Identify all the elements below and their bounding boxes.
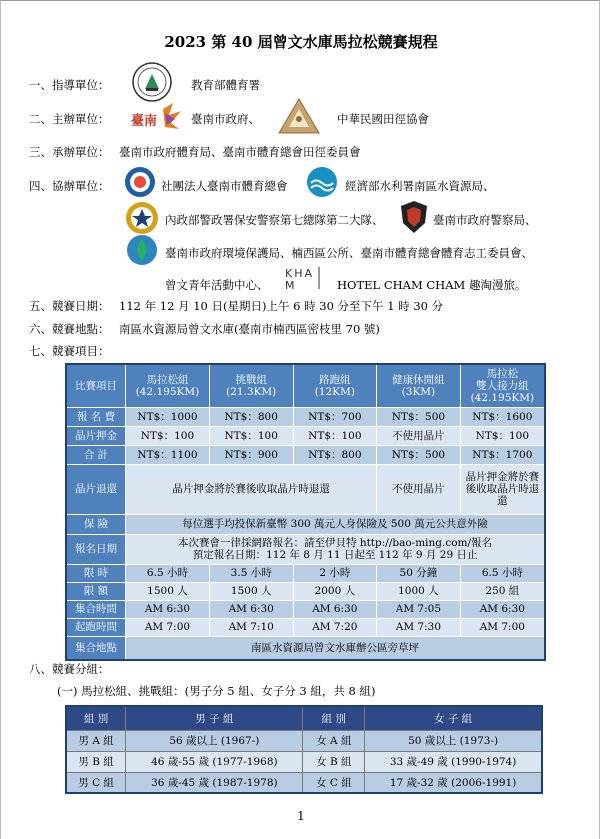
page-title: 2023 第 40 屆曾文水庫馬拉松競賽規程 bbox=[164, 33, 438, 51]
coorg-line4a: 曾文青年活動中心、 bbox=[165, 278, 269, 292]
table-cell: NT$：1600 bbox=[460, 407, 545, 426]
hotel-cham-cham-logo bbox=[283, 265, 331, 291]
table-cell: 1500 人 bbox=[126, 582, 210, 600]
coorg-label: 四、協辦單位： bbox=[29, 179, 110, 193]
sports-federation-logo bbox=[123, 165, 157, 199]
table-cell: NT$：1000 bbox=[126, 407, 210, 426]
table-cell: NT$：1700 bbox=[460, 445, 545, 464]
svg-text:M: M bbox=[285, 279, 297, 291]
header-road: 路跑組 bbox=[319, 373, 351, 386]
athletics-association-logo bbox=[277, 97, 321, 135]
table-cell: 男 A 組 bbox=[66, 730, 126, 751]
table-cell: 女 C 組 bbox=[303, 772, 365, 793]
table-cell: NT$：100 bbox=[209, 426, 293, 445]
table-cell: AM 7:05 bbox=[377, 600, 461, 618]
table-cell: 1500 人 bbox=[209, 582, 293, 600]
header-relay: 馬拉松 bbox=[486, 367, 519, 380]
organizer-text: 臺南市政府體育局、臺南市體育總會田徑委員會 bbox=[119, 145, 361, 159]
police-guard-logo bbox=[123, 199, 161, 237]
table-cell: NT$：500 bbox=[377, 407, 461, 426]
guide-org: 教育部體育署 bbox=[191, 78, 260, 92]
table-cell: NT$：900 bbox=[209, 445, 293, 464]
row-label: 報名日期 bbox=[66, 534, 126, 564]
coorg-line1b: 經濟部水利署南區水資源局、 bbox=[345, 179, 495, 193]
table-cell: 男 B 組 bbox=[66, 751, 126, 772]
coorg-line1a: 社團法人臺南市體育總會 bbox=[161, 179, 288, 193]
header-relay-2: 雙人接力組 bbox=[476, 379, 529, 392]
table-cell: 3.5 小時 bbox=[209, 564, 293, 582]
row-label: 集合地點 bbox=[66, 636, 126, 660]
table-cell: NT$：100 bbox=[460, 426, 545, 445]
table-cell: 晶片押金將於賽後收取晶片時退還 bbox=[460, 464, 545, 514]
table-cell: NT$：500 bbox=[377, 445, 461, 464]
table-cell: AM 7:00 bbox=[126, 618, 210, 636]
guide-label: 一、指導單位： bbox=[29, 78, 110, 92]
row-label: 集合時間 bbox=[66, 600, 126, 618]
table-cell: AM 7:30 bbox=[377, 618, 461, 636]
row-label: 報 名 費 bbox=[66, 407, 126, 426]
row-label: 保 險 bbox=[66, 514, 126, 534]
table-row-limit-time bbox=[66, 564, 545, 582]
table-cell: 6.5 小時 bbox=[460, 564, 545, 582]
table-cell: 56 歲以上 (1967-) bbox=[126, 730, 303, 751]
table-header-cell: 組 別 bbox=[303, 706, 365, 730]
table-cell: 17 歲-32 歲 (2006-1991) bbox=[365, 772, 542, 793]
table-cell: AM 7:20 bbox=[293, 618, 377, 636]
table-cell: AM 6:30 bbox=[209, 600, 293, 618]
table-cell: 46 歲-55 歲 (1977-1968) bbox=[126, 751, 303, 772]
table-cell: 33 歲-49 歲 (1990-1974) bbox=[365, 751, 542, 772]
table-cell: 女 A 組 bbox=[303, 730, 365, 751]
table-header-row bbox=[66, 364, 545, 407]
table-cell: 男 C 組 bbox=[66, 772, 126, 793]
table-row bbox=[66, 730, 542, 751]
table-cell: 南區水資源局曾文水庫辦公區旁草坪 bbox=[126, 636, 545, 660]
header-road-dist: (12KM) bbox=[314, 385, 355, 398]
date-label: 五、競賽日期： bbox=[29, 299, 110, 313]
table-header-row bbox=[66, 706, 542, 730]
table-header-cell: 女 子 組 bbox=[365, 706, 542, 730]
table-row-insurance bbox=[66, 514, 545, 534]
table-row-refund bbox=[66, 464, 545, 514]
signup-line1: 本次賽會一律採網路報名：請至伊貝特 http://bao-ming.com/報名 bbox=[177, 537, 493, 549]
header-challenge: 挑戰組 bbox=[235, 373, 267, 386]
page-number: 1 bbox=[297, 809, 305, 823]
table-cell: NT$：700 bbox=[293, 407, 377, 426]
header-challenge-dist: (21.3KM) bbox=[226, 385, 277, 398]
table-cell: 6.5 小時 bbox=[126, 564, 210, 582]
table-row-chip bbox=[66, 426, 545, 445]
coorg-line4b: HOTEL CHAM CHAM 趣淘漫旅。 bbox=[337, 278, 527, 292]
table-header-cell bbox=[377, 364, 461, 407]
row-label: 晶片退還 bbox=[66, 464, 126, 514]
table-cell: AM 6:30 bbox=[126, 600, 210, 618]
table-cell: 不使用晶片 bbox=[377, 426, 461, 445]
header-health: 健康休閒組 bbox=[392, 373, 445, 386]
table-cell: 1000 人 bbox=[377, 582, 461, 600]
table-cell: 2 小時 bbox=[293, 564, 377, 582]
table-row-fee bbox=[66, 407, 545, 426]
table-row-signup bbox=[66, 534, 545, 564]
table-cell: AM 7:00 bbox=[460, 618, 545, 636]
table-cell: AM 6:30 bbox=[293, 600, 377, 618]
place-text: 南區水資源局曾文水庫(臺南市楠西區密枝里 70 號) bbox=[119, 322, 380, 336]
table-cell: NT$：800 bbox=[209, 407, 293, 426]
coorg-line2a: 內政部警政署保安警察第七總隊第二大隊、 bbox=[165, 213, 384, 227]
table-cell: AM 6:30 bbox=[460, 600, 545, 618]
host-org2: 中華民國田徑協會 bbox=[337, 112, 429, 126]
groups-label: 八、競賽分組： bbox=[29, 662, 110, 676]
items-label: 七、競賽項目： bbox=[29, 344, 110, 358]
table-row-venue bbox=[66, 636, 545, 660]
table-cell bbox=[126, 534, 545, 564]
table-cell: 50 歲以上 (1973-) bbox=[365, 730, 542, 751]
row-label: 起跑時間 bbox=[66, 618, 126, 636]
table-cell: NT$：800 bbox=[293, 445, 377, 464]
groups-sub: (一) 馬拉松組、挑戰組：(男子分 5 組、女子分 3 組，共 8 組) bbox=[57, 684, 376, 698]
table-header-cell: 組 別 bbox=[66, 706, 126, 730]
table-row-quota bbox=[66, 582, 545, 600]
table-cell: NT$：100 bbox=[126, 426, 210, 445]
table-cell: 36 歲-45 歲 (1987-1978) bbox=[126, 772, 303, 793]
table-header-cell bbox=[209, 364, 293, 407]
signup-line2: 預定報名日期：112 年 8 月 11 日起至 112 年 9 月 29 日止 bbox=[192, 549, 478, 561]
svg-text:KHA: KHA bbox=[285, 267, 315, 280]
row-label: 合 計 bbox=[66, 445, 126, 464]
tainan-logo bbox=[129, 101, 183, 135]
table-cell: 每位選手均投保新臺幣 300 萬元人身保險及 500 萬元公共意外險 bbox=[126, 514, 545, 534]
organizer-label: 三、承辦單位： bbox=[29, 145, 110, 159]
table-cell: 晶片押金將於賽後收取晶片時退還 bbox=[126, 464, 377, 514]
water-resources-logo bbox=[305, 165, 339, 199]
table-row-gather bbox=[66, 600, 545, 618]
host-org1: 臺南市政府、 bbox=[191, 112, 260, 126]
coorg-line3: 臺南市政府環境保護局、楠西區公所、臺南市體育總會體育志工委員會、 bbox=[165, 246, 533, 260]
events-table bbox=[65, 363, 546, 661]
age-groups-table bbox=[65, 705, 543, 794]
table-header-cell: 比賽項目 bbox=[66, 364, 126, 407]
row-label: 限 額 bbox=[66, 582, 126, 600]
svg-text:臺南: 臺南 bbox=[131, 114, 158, 129]
place-label: 六、競賽地點： bbox=[29, 322, 110, 336]
table-cell: 女 B 組 bbox=[303, 751, 365, 772]
date-text: 112 年 12 月 10 日(星期日)上午 6 時 30 分至下午 1 時 30 分 bbox=[119, 299, 444, 313]
table-header-cell bbox=[293, 364, 377, 407]
coorg-line2b: 臺南市政府警察局、 bbox=[433, 213, 537, 227]
table-cell: 不使用晶片 bbox=[377, 464, 461, 514]
table-cell: NT$：100 bbox=[293, 426, 377, 445]
table-row bbox=[66, 751, 542, 772]
education-ministry-logo bbox=[131, 61, 173, 103]
table-row-start bbox=[66, 618, 545, 636]
police-department-logo bbox=[399, 199, 429, 235]
table-cell: 50 分鐘 bbox=[377, 564, 461, 582]
row-label: 晶片押金 bbox=[66, 426, 126, 445]
table-cell: AM 7:10 bbox=[209, 618, 293, 636]
table-cell: 250 組 bbox=[460, 582, 545, 600]
host-label: 二、主辦單位： bbox=[29, 112, 110, 126]
header-marathon: 馬拉松組 bbox=[146, 373, 189, 386]
table-header-cell bbox=[126, 364, 210, 407]
row-label: 限 時 bbox=[66, 564, 126, 582]
table-row bbox=[66, 772, 542, 793]
table-cell: 2000 人 bbox=[293, 582, 377, 600]
table-header-cell: 男 子 組 bbox=[126, 706, 303, 730]
header-relay-dist: (42.195KM) bbox=[470, 391, 535, 404]
table-row-total bbox=[66, 445, 545, 464]
table-cell: NT$：1100 bbox=[126, 445, 210, 464]
environment-bureau-logo bbox=[125, 233, 159, 267]
header-health-dist: (3KM) bbox=[401, 385, 436, 398]
table-header-cell bbox=[460, 364, 545, 407]
header-marathon-dist: (42.195KM) bbox=[135, 385, 200, 398]
